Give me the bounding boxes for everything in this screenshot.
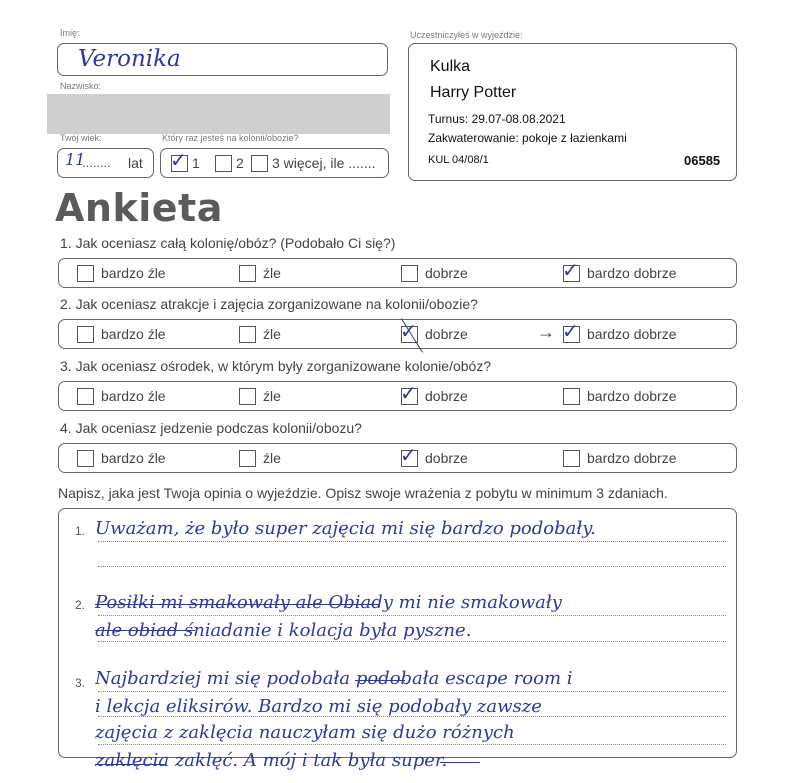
trip-ticket (408, 43, 737, 181)
q4-checkbox-3[interactable] (400, 442, 418, 467)
q3-checkbox-4[interactable] (563, 388, 580, 405)
ticket-line1: Kulka (430, 58, 471, 75)
times-option-3[interactable] (251, 154, 375, 172)
q2-option-4[interactable] (537, 318, 677, 343)
q1-checkbox-3[interactable] (401, 265, 418, 282)
answer-3-number: 3. (75, 676, 86, 690)
q2-option-2[interactable] (239, 325, 281, 343)
answer-3-line-1: Najbardziej mi się podobała podobała escape room i (95, 668, 573, 689)
q1-option-2-label: źle (263, 265, 281, 281)
q1-option-4[interactable] (562, 257, 677, 282)
arrow-icon: → (537, 322, 555, 342)
times-field[interactable] (160, 148, 389, 178)
dotted-line (98, 541, 726, 542)
q2-option-4-label: bardzo dobrze (587, 326, 677, 342)
ticket-line2: Harry Potter (430, 84, 517, 101)
q1-option-1-label: bardzo źle (101, 265, 166, 281)
q2-option-1-label: bardzo źle (101, 326, 166, 342)
surname-label: Nazwisko: (60, 81, 102, 91)
strikethrough (355, 680, 405, 681)
q2-option-3[interactable] (400, 318, 468, 343)
answer-3-line-4: zaklęcia zaklęć. A mój i tak była super. (95, 750, 448, 771)
answer-3-line-3: zajęcia z zaklęcia nauczyłam się dużo różnych (95, 722, 515, 743)
q2-option-1[interactable] (77, 325, 166, 343)
q3-option-4-label: bardzo dobrze (587, 388, 677, 404)
page-title: Ankieta (55, 186, 223, 230)
q4-option-1-label: bardzo źle (101, 450, 166, 466)
q1-checkbox-4[interactable] (562, 257, 580, 282)
q4-checkbox-2[interactable] (239, 450, 256, 467)
answer-2-number: 2. (75, 598, 86, 612)
q1-option-4-label: bardzo dobrze (587, 265, 677, 281)
q2-checkbox-2[interactable] (239, 326, 256, 343)
q4-option-2-label: źle (263, 450, 281, 466)
strikethrough (95, 604, 380, 605)
ticket-number: 06585 (684, 153, 721, 168)
question-1-options (58, 258, 737, 288)
times-checkbox-3[interactable] (251, 155, 268, 172)
q3-option-2[interactable] (239, 387, 281, 405)
q3-option-3-label: dobrze (425, 388, 468, 404)
q2-checkbox-1[interactable] (77, 326, 94, 343)
question-3-options (58, 381, 737, 411)
times-option-1[interactable] (170, 147, 200, 172)
dotted-line (98, 615, 726, 616)
answer-2-line-2: ale obiad śniadanie i kolacja była pyszne. (95, 620, 472, 641)
q1-option-3-label: dobrze (425, 265, 468, 281)
q4-option-3[interactable] (400, 442, 468, 467)
times-option-3-label: 3 więcej, ile ....... (272, 155, 376, 171)
age-value: 11 (65, 150, 86, 169)
check-icon: ✓ (562, 257, 579, 282)
q2-option-2-label: źle (263, 326, 281, 342)
q2-checkbox-4[interactable] (562, 318, 580, 343)
question-2-options (58, 319, 737, 349)
q4-option-1[interactable] (77, 449, 166, 467)
check-icon: ✓ (562, 318, 579, 343)
strikethrough (440, 762, 480, 763)
q1-checkbox-1[interactable] (77, 265, 94, 282)
age-label: Twój wiek: (60, 133, 102, 143)
q1-option-1[interactable] (77, 264, 166, 282)
q1-checkbox-2[interactable] (239, 265, 256, 282)
q4-checkbox-1[interactable] (77, 450, 94, 467)
times-checkbox-2[interactable] (215, 155, 232, 172)
dotted-line (98, 641, 726, 642)
q3-checkbox-3[interactable] (400, 380, 418, 405)
check-icon: ✓ (170, 147, 187, 172)
age-field[interactable] (57, 148, 154, 178)
name-label: Imię: (60, 28, 80, 38)
times-option-2[interactable] (215, 154, 244, 172)
question-2: 2. Jak oceniasz atrakcje i zajęcia zorganizowane na kolonii/obozie? (60, 296, 478, 312)
q3-option-1-label: bardzo źle (101, 388, 166, 404)
answer-1-line-1: Uważam, że było super zajęcia mi się bardzo podobały. (95, 518, 596, 539)
times-option-1-label: 1 (192, 155, 200, 171)
q4-option-4-label: bardzo dobrze (587, 450, 677, 466)
q2-option-3-label: dobrze (425, 326, 468, 342)
question-1: 1. Jak oceniasz całą kolonię/obóz? (Podobało Ci się?) (60, 235, 396, 251)
name-value: Veronika (78, 46, 181, 72)
times-label: Który raz jesteś na kolonii/obozie? (162, 133, 299, 143)
check-icon: ✓ (400, 442, 417, 467)
dotted-line (98, 744, 726, 745)
q3-option-1[interactable] (77, 387, 166, 405)
dotted-line (98, 566, 726, 567)
q4-option-3-label: dobrze (425, 450, 468, 466)
strikethrough (95, 764, 165, 765)
check-icon: ✓ (400, 380, 417, 405)
q4-checkbox-4[interactable] (563, 450, 580, 467)
dotted-line (98, 691, 726, 692)
ticket-turnus: Turnus: 29.07-08.08.2021 (428, 112, 566, 126)
answer-1-number: 1. (75, 524, 86, 538)
name-field[interactable] (57, 43, 388, 76)
question-3: 3. Jak oceniasz ośrodek, w którym były zorganizowane kolonie/obóz? (60, 358, 492, 374)
times-option-2-label: 2 (236, 155, 244, 171)
q4-option-4[interactable] (563, 449, 677, 467)
age-dots: ........ (82, 155, 111, 170)
answer-2-line-1: Posiłki mi smakowały ale Obiady mi nie smakowały (95, 592, 562, 613)
strikethrough (95, 630, 195, 631)
answer-3-line-2: i lekcja eliksirów. Bardzo mi się podobały zawsze (95, 696, 542, 717)
ticket-code: KUL 04/08/1 (428, 154, 489, 166)
q4-option-2[interactable] (239, 449, 281, 467)
q3-checkbox-2[interactable] (239, 388, 256, 405)
ticket-caption: Uczestniczyłeś w wyjeździe: (410, 30, 523, 40)
q3-option-4[interactable] (563, 387, 677, 405)
q3-option-3[interactable] (400, 380, 468, 405)
q1-option-2[interactable] (239, 264, 281, 282)
age-unit: lat (128, 155, 143, 171)
q3-checkbox-1[interactable] (77, 388, 94, 405)
times-checkbox-1[interactable] (170, 147, 188, 172)
ticket-zakwaterowanie: Zakwaterowanie: pokoje z łazienkami (428, 131, 627, 145)
surname-redaction (47, 94, 390, 134)
open-question: Napisz, jaka jest Twoja opinia o wyjeździe. Opisz swoje wrażenia z pobytu w minimum 3 zdaniach. (58, 485, 668, 501)
q3-option-2-label: źle (263, 388, 281, 404)
q1-option-3[interactable] (401, 264, 468, 282)
check-icon: ✓ (400, 318, 417, 343)
q2-checkbox-3[interactable] (400, 318, 418, 343)
question-4-options (58, 443, 737, 473)
question-4: 4. Jak oceniasz jedzenie podczas kolonii/obozu? (60, 420, 362, 436)
